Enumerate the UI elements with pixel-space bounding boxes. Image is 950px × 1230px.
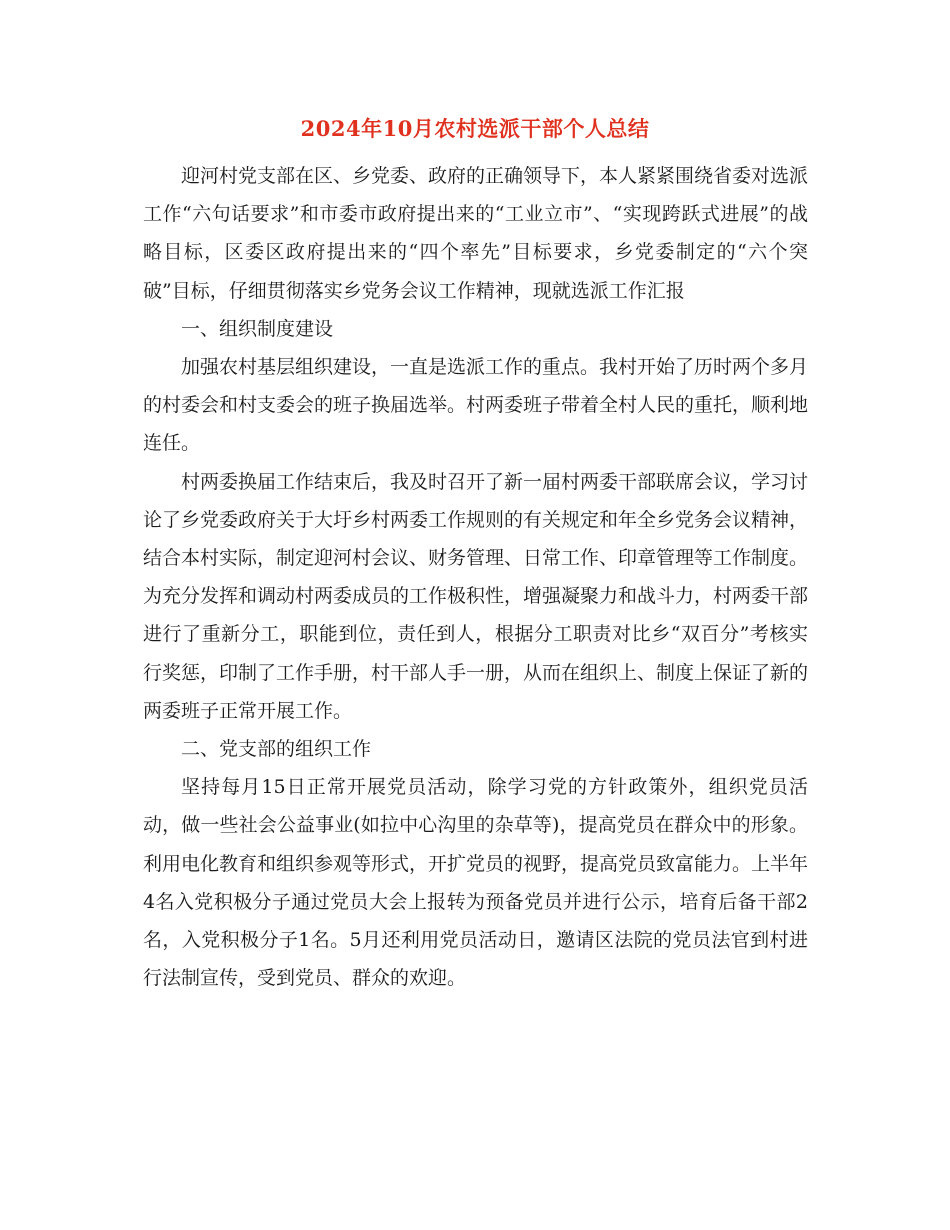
- document-body: [143, 157, 808, 997]
- intro-paragraph: 迎河村党支部在区、乡党委、政府的正确领导下，本人紧紧围绕省委对选派工作“六句话要求”和市委市政府提出来的“工业立市”、“实现跨跃式进展”的战略目标，区委区政府提出来的“四个率先”目标要求，乡党委制定的“六个突破”目标，仔细贯彻落实乡党务会议工作精神，现就选派工作汇报: [143, 165, 809, 302]
- section-heading-organization: 一、组织制度建设: [181, 317, 334, 340]
- paragraph: 村两委换届工作结束后，我及时召开了新一届村两委干部联席会议，学习讨论了乡党委政府关于大圩乡村两委工作规则的有关规定和年全乡党务会议精神，结合本村实际，制定迎河村会议、财务管理、日常工作、印章管理等工作制度。为充分发挥和调动村两委成员的工作极积性，增强凝聚力和战斗力，村两委干部进行了重新分工，职能到位，责任到人，根据分工职责对比乡“双百分”考核实行奖惩，印制了工作手册，村干部人手一册，从而在组织上、制度上保证了新的两委班子正常开展工作。: [143, 470, 809, 722]
- paragraph: 加强农村基层组织建设，一直是选派工作的重点。我村开始了历时两个多月的村委会和村支委会的班子换届选举。村两委班子带着全村人民的重托，顺利地连任。: [143, 356, 809, 455]
- document-title: 2024年10月农村选派干部个人总结: [300, 116, 650, 141]
- section-heading-party-branch: 二、党支部的组织工作: [181, 738, 372, 761]
- paragraph: 坚持每月15日正常开展党员活动，除学习党的方针政策外，组织党员活动，做一些社会公益事业(如拉中心沟里的杂草等)，提高党员在群众中的形象。利用电化教育和组织参观等形式，开扩党员的视野，提高党员致富能力。上半年4名入党积极分子通过党员大会上报转为预备党员并进行公示，培育后备干部2名，入党积极分子1名。5月还利用党员活动日，邀请区法院的党员法官到村进行法制宣传，受到党员、群众的欢迎。: [143, 776, 809, 990]
